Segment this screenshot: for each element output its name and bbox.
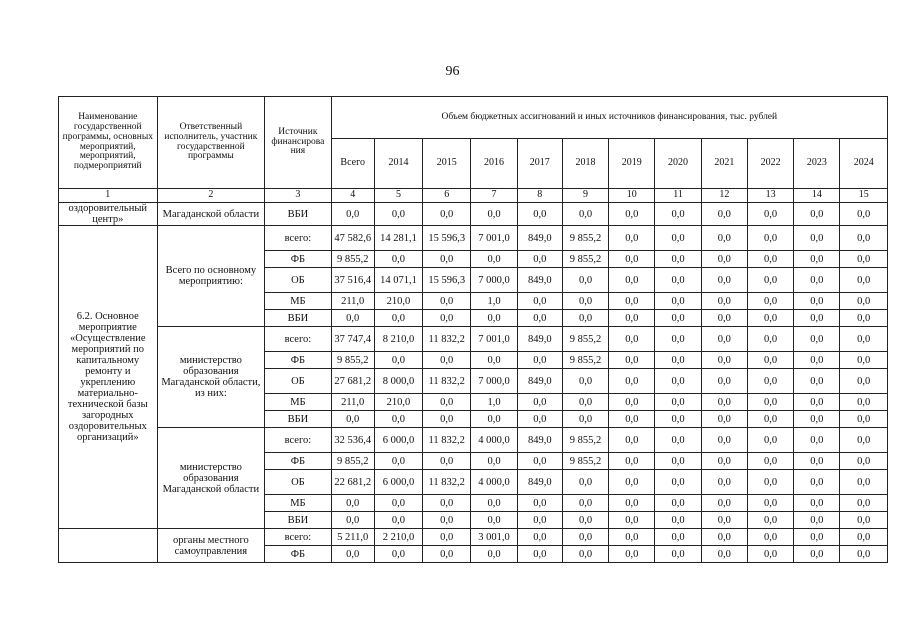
source-cell: ФБ: [265, 546, 331, 563]
value-cell: 2 210,0: [374, 529, 422, 546]
value-cell: 0,0: [794, 352, 840, 369]
value-cell: 6 000,0: [374, 470, 422, 495]
header-year: 2024: [840, 139, 888, 189]
value-cell: 0,0: [747, 453, 793, 470]
value-cell: 15 596,3: [423, 268, 471, 293]
value-cell: 0,0: [655, 251, 701, 268]
budget-table: [58, 96, 888, 563]
value-cell: 0,0: [331, 411, 374, 428]
value-cell: 0,0: [562, 495, 608, 512]
value-cell: 849,0: [517, 268, 562, 293]
header-year: 2016: [471, 139, 517, 189]
value-cell: 0,0: [374, 546, 422, 563]
column-number: 3: [265, 189, 331, 203]
value-cell: 0,0: [562, 203, 608, 226]
value-cell: 0,0: [374, 495, 422, 512]
header-year: 2017: [517, 139, 562, 189]
executor-cell: министерство образования Магаданской области, из них:: [157, 327, 265, 428]
value-cell: 0,0: [840, 268, 888, 293]
value-cell: 4 000,0: [471, 428, 517, 453]
value-cell: 0,0: [840, 310, 888, 327]
value-cell: 0,0: [840, 546, 888, 563]
value-cell: 0,0: [794, 470, 840, 495]
value-cell: 0,0: [840, 293, 888, 310]
executor-cell: министерство образования Магаданской области: [157, 428, 265, 529]
value-cell: 0,0: [655, 495, 701, 512]
value-cell: 37 747,4: [331, 327, 374, 352]
value-cell: 0,0: [655, 453, 701, 470]
column-number: 12: [701, 189, 747, 203]
value-cell: 0,0: [701, 369, 747, 394]
value-cell: 0,0: [655, 394, 701, 411]
value-cell: 0,0: [701, 512, 747, 529]
value-cell: 0,0: [609, 512, 655, 529]
table-row: [59, 226, 888, 251]
value-cell: 0,0: [655, 546, 701, 563]
source-cell: ФБ: [265, 352, 331, 369]
value-cell: 0,0: [840, 203, 888, 226]
value-cell: 0,0: [517, 512, 562, 529]
value-cell: 0,0: [471, 310, 517, 327]
value-cell: 0,0: [562, 470, 608, 495]
value-cell: 0,0: [840, 251, 888, 268]
value-cell: 0,0: [609, 394, 655, 411]
value-cell: 0,0: [840, 428, 888, 453]
table-row: [59, 327, 888, 352]
value-cell: 0,0: [794, 369, 840, 394]
value-cell: 0,0: [423, 293, 471, 310]
value-cell: 0,0: [701, 327, 747, 352]
column-number: 4: [331, 189, 374, 203]
value-cell: 0,0: [701, 394, 747, 411]
value-cell: 15 596,3: [423, 226, 471, 251]
column-number: 15: [840, 189, 888, 203]
value-cell: 0,0: [562, 512, 608, 529]
source-cell: ОБ: [265, 369, 331, 394]
value-cell: 11 832,2: [423, 369, 471, 394]
value-cell: 0,0: [747, 495, 793, 512]
source-cell: ВБИ: [265, 512, 331, 529]
table-row: [59, 428, 888, 453]
value-cell: 0,0: [701, 495, 747, 512]
value-cell: 210,0: [374, 394, 422, 411]
value-cell: 9 855,2: [562, 226, 608, 251]
value-cell: 9 855,2: [331, 352, 374, 369]
value-cell: 0,0: [609, 495, 655, 512]
value-cell: 0,0: [701, 529, 747, 546]
source-cell: ОБ: [265, 470, 331, 495]
value-cell: 9 855,2: [562, 428, 608, 453]
value-cell: 0,0: [655, 428, 701, 453]
value-cell: 0,0: [701, 310, 747, 327]
source-cell: МБ: [265, 394, 331, 411]
value-cell: 0,0: [747, 352, 793, 369]
source-cell: всего:: [265, 226, 331, 251]
value-cell: 0,0: [562, 310, 608, 327]
value-cell: 7 000,0: [471, 369, 517, 394]
source-cell: всего:: [265, 529, 331, 546]
value-cell: 0,0: [374, 512, 422, 529]
source-cell: ВБИ: [265, 310, 331, 327]
source-cell: ОБ: [265, 268, 331, 293]
value-cell: 0,0: [562, 546, 608, 563]
value-cell: 14 281,1: [374, 226, 422, 251]
value-cell: 4 000,0: [471, 470, 517, 495]
value-cell: 0,0: [747, 411, 793, 428]
value-cell: 0,0: [609, 310, 655, 327]
value-cell: 7 001,0: [471, 226, 517, 251]
value-cell: 0,0: [655, 268, 701, 293]
value-cell: 0,0: [609, 352, 655, 369]
activity-name: 6.2. Основное мероприятие «Осуществление мероприятий по капитальному ремонту и укреплению материально-технической базы загородных оздоровительных организаций»: [59, 226, 158, 529]
pre-row-executor: Магаданской области: [157, 203, 265, 226]
value-cell: 0,0: [794, 327, 840, 352]
header-volume: Объем бюджетных ассигнований и иных источников финансирования, тыс. рублей: [331, 97, 887, 139]
value-cell: 849,0: [517, 470, 562, 495]
value-cell: 0,0: [423, 495, 471, 512]
value-cell: 0,0: [840, 369, 888, 394]
value-cell: 5 211,0: [331, 529, 374, 546]
value-cell: 0,0: [655, 226, 701, 251]
value-cell: 0,0: [517, 251, 562, 268]
source-cell: МБ: [265, 293, 331, 310]
header-year: 2015: [423, 139, 471, 189]
value-cell: 0,0: [609, 203, 655, 226]
header-year: 2021: [701, 139, 747, 189]
value-cell: 0,0: [517, 310, 562, 327]
value-cell: 0,0: [655, 310, 701, 327]
value-cell: 0,0: [701, 293, 747, 310]
value-cell: 0,0: [840, 411, 888, 428]
value-cell: 0,0: [655, 203, 701, 226]
value-cell: 211,0: [331, 293, 374, 310]
value-cell: 0,0: [471, 251, 517, 268]
column-number: 5: [374, 189, 422, 203]
value-cell: 0,0: [794, 428, 840, 453]
value-cell: 0,0: [701, 268, 747, 293]
source-cell: ВБИ: [265, 411, 331, 428]
value-cell: 0,0: [423, 352, 471, 369]
value-cell: 6 000,0: [374, 428, 422, 453]
value-cell: 0,0: [609, 529, 655, 546]
value-cell: 0,0: [747, 251, 793, 268]
value-cell: 0,0: [562, 268, 608, 293]
value-cell: 0,0: [423, 251, 471, 268]
value-cell: 0,0: [794, 293, 840, 310]
value-cell: 0,0: [840, 512, 888, 529]
source-cell: всего:: [265, 428, 331, 453]
page-number: 96: [445, 64, 460, 79]
value-cell: 9 855,2: [331, 453, 374, 470]
value-cell: 0,0: [655, 327, 701, 352]
value-cell: 1,0: [471, 293, 517, 310]
value-cell: 0,0: [471, 512, 517, 529]
value-cell: 0,0: [840, 453, 888, 470]
value-cell: 849,0: [517, 226, 562, 251]
value-cell: 0,0: [655, 411, 701, 428]
column-number: 2: [157, 189, 265, 203]
value-cell: 0,0: [794, 512, 840, 529]
value-cell: 22 681,2: [331, 470, 374, 495]
header-year: 2020: [655, 139, 701, 189]
value-cell: 0,0: [840, 495, 888, 512]
header-year: 2022: [747, 139, 793, 189]
value-cell: 7 000,0: [471, 268, 517, 293]
value-cell: 27 681,2: [331, 369, 374, 394]
column-number: 8: [517, 189, 562, 203]
value-cell: 0,0: [840, 470, 888, 495]
value-cell: 11 832,2: [423, 428, 471, 453]
value-cell: 849,0: [517, 428, 562, 453]
value-cell: 0,0: [609, 428, 655, 453]
value-cell: 0,0: [840, 529, 888, 546]
value-cell: 0,0: [471, 495, 517, 512]
column-number: 7: [471, 189, 517, 203]
value-cell: 9 855,2: [562, 251, 608, 268]
value-cell: 0,0: [331, 203, 374, 226]
value-cell: 0,0: [609, 226, 655, 251]
value-cell: 0,0: [701, 352, 747, 369]
value-cell: 0,0: [423, 453, 471, 470]
value-cell: 0,0: [423, 310, 471, 327]
column-number: 14: [794, 189, 840, 203]
value-cell: 0,0: [374, 310, 422, 327]
value-cell: 0,0: [794, 268, 840, 293]
value-cell: 0,0: [471, 203, 517, 226]
value-cell: 0,0: [423, 203, 471, 226]
header-executor: Ответственный исполнитель, участник государственной программы: [157, 97, 265, 189]
column-number: 6: [423, 189, 471, 203]
value-cell: 0,0: [701, 546, 747, 563]
value-cell: 9 855,2: [562, 453, 608, 470]
value-cell: 849,0: [517, 369, 562, 394]
value-cell: 0,0: [423, 529, 471, 546]
value-cell: 0,0: [374, 411, 422, 428]
header-year: 2018: [562, 139, 608, 189]
value-cell: 0,0: [331, 512, 374, 529]
value-cell: 0,0: [471, 411, 517, 428]
value-cell: 0,0: [609, 327, 655, 352]
value-cell: 0,0: [609, 251, 655, 268]
value-cell: 0,0: [423, 411, 471, 428]
value-cell: 0,0: [794, 411, 840, 428]
value-cell: 0,0: [701, 411, 747, 428]
value-cell: 0,0: [794, 394, 840, 411]
value-cell: 0,0: [562, 369, 608, 394]
value-cell: 0,0: [562, 394, 608, 411]
value-cell: 0,0: [374, 251, 422, 268]
value-cell: 0,0: [517, 529, 562, 546]
value-cell: 0,0: [655, 529, 701, 546]
value-cell: 0,0: [747, 470, 793, 495]
value-cell: 0,0: [331, 310, 374, 327]
header-year: 2014: [374, 139, 422, 189]
value-cell: 0,0: [794, 453, 840, 470]
value-cell: 0,0: [655, 293, 701, 310]
value-cell: 0,0: [374, 453, 422, 470]
value-cell: 0,0: [517, 352, 562, 369]
column-number: 9: [562, 189, 608, 203]
value-cell: 0,0: [423, 512, 471, 529]
value-cell: 11 832,2: [423, 470, 471, 495]
executor-cell: органы местного самоуправления: [157, 529, 265, 563]
value-cell: 0,0: [517, 203, 562, 226]
value-cell: 0,0: [471, 453, 517, 470]
column-number: 13: [747, 189, 793, 203]
header-source: Источник финансирова ния: [265, 97, 331, 189]
header-name: Наименование государственной программы, основных мероприятий, мероприятий, подмероприятий: [59, 97, 158, 189]
value-cell: 0,0: [747, 226, 793, 251]
empty-cell: [59, 529, 158, 563]
table-row: [59, 529, 888, 546]
value-cell: 0,0: [471, 352, 517, 369]
value-cell: 211,0: [331, 394, 374, 411]
value-cell: 0,0: [374, 352, 422, 369]
source-cell: ФБ: [265, 453, 331, 470]
value-cell: 0,0: [471, 546, 517, 563]
value-cell: 7 001,0: [471, 327, 517, 352]
value-cell: 0,0: [562, 293, 608, 310]
value-cell: 37 516,4: [331, 268, 374, 293]
value-cell: 0,0: [747, 369, 793, 394]
value-cell: 0,0: [701, 203, 747, 226]
value-cell: 0,0: [794, 529, 840, 546]
value-cell: 0,0: [562, 529, 608, 546]
value-cell: 0,0: [331, 546, 374, 563]
value-cell: 0,0: [331, 495, 374, 512]
value-cell: 0,0: [747, 512, 793, 529]
value-cell: 0,0: [609, 453, 655, 470]
source-cell: всего:: [265, 327, 331, 352]
value-cell: 32 536,4: [331, 428, 374, 453]
value-cell: 9 855,2: [562, 352, 608, 369]
executor-cell: Всего по основному мероприятию:: [157, 226, 265, 327]
value-cell: 0,0: [840, 394, 888, 411]
value-cell: 0,0: [794, 310, 840, 327]
value-cell: 0,0: [609, 293, 655, 310]
value-cell: 0,0: [609, 369, 655, 394]
header-year: 2019: [609, 139, 655, 189]
value-cell: 14 071,1: [374, 268, 422, 293]
column-number: 10: [609, 189, 655, 203]
header-year: 2023: [794, 139, 840, 189]
value-cell: 0,0: [794, 495, 840, 512]
value-cell: 0,0: [562, 411, 608, 428]
value-cell: 0,0: [517, 546, 562, 563]
value-cell: 0,0: [747, 203, 793, 226]
value-cell: 1,0: [471, 394, 517, 411]
value-cell: 0,0: [655, 512, 701, 529]
source-cell: ФБ: [265, 251, 331, 268]
value-cell: 8 210,0: [374, 327, 422, 352]
value-cell: 0,0: [840, 226, 888, 251]
value-cell: 0,0: [747, 310, 793, 327]
value-cell: 0,0: [517, 293, 562, 310]
value-cell: 0,0: [517, 411, 562, 428]
value-cell: 0,0: [374, 203, 422, 226]
value-cell: 0,0: [423, 546, 471, 563]
column-number: 1: [59, 189, 158, 203]
value-cell: 0,0: [701, 428, 747, 453]
value-cell: 849,0: [517, 327, 562, 352]
value-cell: 210,0: [374, 293, 422, 310]
value-cell: 0,0: [655, 352, 701, 369]
value-cell: 0,0: [517, 394, 562, 411]
pre-row-name: оздоровительный центр»: [59, 203, 158, 226]
value-cell: 9 855,2: [331, 251, 374, 268]
value-cell: 0,0: [794, 251, 840, 268]
value-cell: 0,0: [747, 293, 793, 310]
value-cell: 0,0: [747, 268, 793, 293]
value-cell: 0,0: [655, 369, 701, 394]
value-cell: 0,0: [701, 226, 747, 251]
value-cell: 0,0: [794, 203, 840, 226]
value-cell: 47 582,6: [331, 226, 374, 251]
value-cell: 0,0: [747, 546, 793, 563]
value-cell: 0,0: [701, 251, 747, 268]
value-cell: 0,0: [609, 268, 655, 293]
value-cell: 0,0: [701, 453, 747, 470]
value-cell: 0,0: [609, 470, 655, 495]
value-cell: 0,0: [747, 394, 793, 411]
value-cell: 11 832,2: [423, 327, 471, 352]
value-cell: 0,0: [794, 226, 840, 251]
value-cell: 0,0: [840, 352, 888, 369]
value-cell: 0,0: [517, 495, 562, 512]
pre-row-source: ВБИ: [265, 203, 331, 226]
value-cell: 0,0: [747, 428, 793, 453]
value-cell: 9 855,2: [562, 327, 608, 352]
value-cell: 0,0: [840, 327, 888, 352]
value-cell: 0,0: [747, 529, 793, 546]
value-cell: 0,0: [609, 546, 655, 563]
source-cell: МБ: [265, 495, 331, 512]
value-cell: 0,0: [423, 394, 471, 411]
value-cell: 0,0: [794, 546, 840, 563]
value-cell: 0,0: [517, 453, 562, 470]
value-cell: 0,0: [655, 470, 701, 495]
value-cell: 0,0: [747, 327, 793, 352]
header-total: Всего: [331, 139, 374, 189]
column-number: 11: [655, 189, 701, 203]
value-cell: 0,0: [701, 470, 747, 495]
value-cell: 3 001,0: [471, 529, 517, 546]
value-cell: 8 000,0: [374, 369, 422, 394]
value-cell: 0,0: [609, 411, 655, 428]
